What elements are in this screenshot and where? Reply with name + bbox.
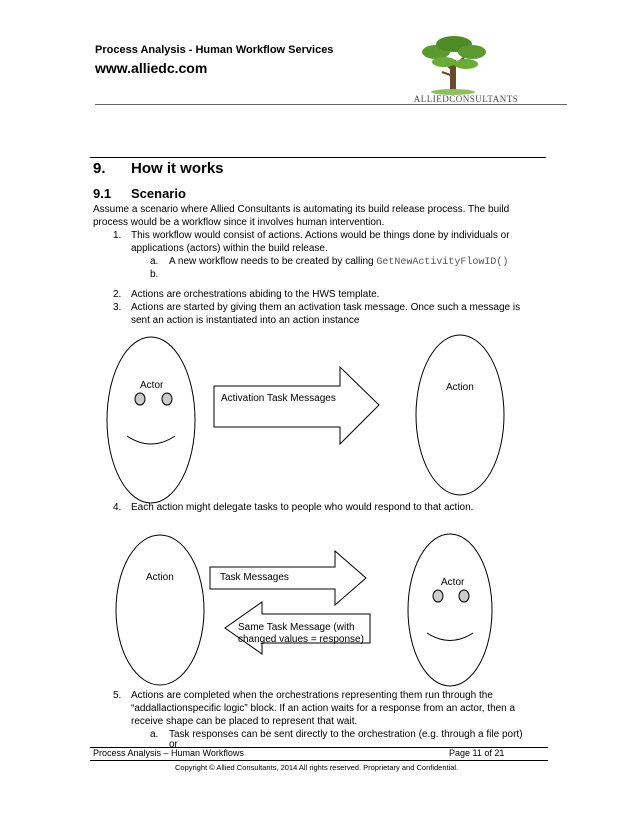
diagram1-actor-face [107, 337, 195, 503]
diagram2-actor-label: Actor [441, 577, 465, 588]
diagram1-action-label: Action [446, 382, 474, 393]
header-url[interactable]: www.alliedc.com [95, 60, 208, 76]
diagram2-actor-face [408, 534, 492, 686]
intro-line: Assume a scenario where Allied Consultants is automating its build release process. The build [93, 204, 510, 215]
list-item-text: Actions are orchestrations abiding to the HWS template. [131, 289, 380, 300]
diagram2-action-label: Action [146, 572, 174, 583]
section-title: How it works [131, 160, 224, 177]
list-number: 3. [113, 302, 122, 313]
list-item-text: sent an action is instantiated into an action instance [131, 315, 360, 326]
intro-line: process would be a workflow since it involves human intervention. [93, 217, 385, 228]
list-item-text: Actions are completed when the orchestrations representing them run through the [131, 690, 493, 701]
sublist-letter: a. [150, 729, 159, 740]
diagram1-actor-label: Actor [140, 380, 164, 391]
list-item-text: Actions are started by giving them an activation task message. Once such a message is [131, 302, 521, 313]
list-item-text: applications (actors) within the build release. [131, 243, 328, 254]
sublist-text: or [169, 739, 178, 750]
subsection-number: 9.1 [93, 186, 112, 201]
header-title: Process Analysis - Human Workflow Services [95, 44, 334, 56]
footer-divider [90, 760, 548, 761]
sublist-letter: b. [150, 269, 159, 280]
list-number: 1. [113, 230, 122, 241]
sublist-text-plain: A new workflow needs to be created by calling [169, 256, 374, 267]
section-number: 9. [93, 160, 106, 177]
list-item-text: Each action might delegate tasks to people who would respond to that action. [131, 502, 474, 513]
list-item-text: “addallactionspecific logic” block. If an action waits for a response from an actor, then a [131, 703, 516, 714]
sublist-text: Task responses can be sent directly to the orchestration (e.g. through a file port) [169, 729, 523, 740]
code-function-name: GetNewActivityFlowID() [376, 257, 509, 268]
diagram1-activation-arrow [214, 367, 379, 444]
diagram2-return-label: Same Task Message (with [238, 622, 355, 633]
sublist-letter: a. [150, 256, 159, 267]
list-number: 2. [113, 289, 122, 300]
diagram2-action-ellipse [116, 535, 204, 685]
diagram2-arrow-label: Task Messages [220, 572, 289, 583]
footer-copyright: Copyright © Allied Consultants, 2014 All rights reserved. Proprietary and Confidential. [175, 763, 459, 772]
diagram1-action-ellipse [416, 335, 504, 495]
diagram2-return-label: changed values = response) [238, 634, 364, 645]
list-item-text: This workflow would consist of actions. Actions would be things done by individuals or [131, 230, 510, 241]
list-number: 5. [113, 690, 122, 701]
list-item-text: receive shape can be placed to represent that wait. [131, 716, 358, 727]
footer-doc-title: Process Analysis – Human Workflows [93, 748, 244, 758]
diagram1-arrow-label: Activation Task Messages [221, 393, 336, 404]
footer-page-number: Page 11 of 21 [449, 748, 505, 758]
subsection-title: Scenario [131, 186, 186, 201]
logo-text: ALLIEDCONSULTANTS [413, 94, 519, 104]
list-number: 4. [113, 502, 122, 513]
